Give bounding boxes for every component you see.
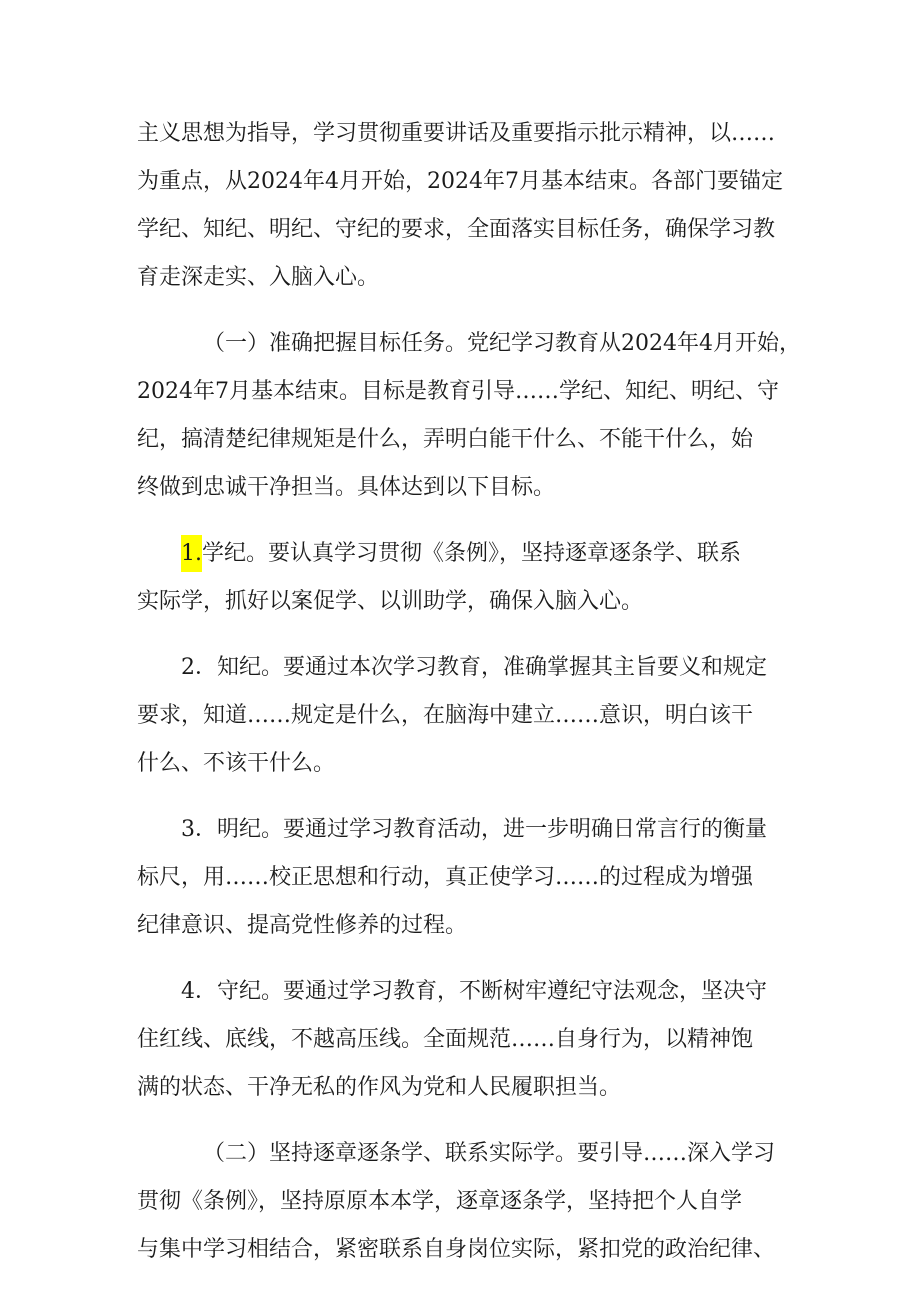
paragraph-line: 纪律意识、提高党性修养的过程。	[137, 913, 468, 938]
highlighted-item-number: 1.	[181, 535, 202, 572]
paragraph-line: 终做到忠诚干净担当。具体达到以下目标。	[137, 475, 556, 500]
paragraph-line: 主义思想为指导，学习贯彻重要讲话及重要指示批示精神，以……	[137, 121, 776, 146]
paragraph-line: 住红线、底线，不越高压线。全面规范……自身行为，以精神饱	[137, 1027, 754, 1052]
paragraph-line: 纪，搞清楚纪律规矩是什么，弄明白能干什么、不能干什么，始	[137, 427, 754, 452]
paragraph-line: 学纪、知纪、明纪、守纪的要求，全面落实目标任务，确保学习教	[137, 217, 776, 242]
list-item-3-line: 3．明纪。要通过学习教育活动，进一步明确日常言行的衡量	[181, 817, 767, 842]
paragraph-line: 与集中学习相结合，紧密联系自身岗位实际，紧扣党的政治纪律、	[137, 1237, 776, 1262]
list-item-1-text: 学纪。要认真学习贯彻《条例》，坚持逐章逐条学、联系	[202, 541, 742, 566]
paragraph-line: 贯彻《条例》，坚持原原本本学，逐章逐条学，坚持把个人自学	[137, 1189, 743, 1214]
paragraph-line: 要求，知道……规定是什么，在脑海中建立……意识，明白该干	[137, 703, 754, 728]
paragraph-line: 为重点，从2024年4月开始，2024年7月基本结束。各部门要锚定	[137, 169, 783, 194]
paragraph-line: 实际学，抓好以案促学、以训助学，确保入脑入心。	[137, 589, 644, 614]
list-item-4-line: 4．守纪。要通过学习教育，不断树牢遵纪守法观念，坚决守	[181, 979, 767, 1004]
list-item-2-line: 2．知纪。要通过本次学习教育，准确掌握其主旨要义和规定	[181, 655, 767, 680]
paragraph-line: 满的状态、干净无私的作风为党和人民履职担当。	[137, 1075, 622, 1100]
paragraph-line: 育走深走实、入脑入心。	[137, 265, 380, 290]
list-item-1-line	[137, 530, 797, 578]
paragraph-line: 标尺，用……校正思想和行动，真正使学习……的过程成为增强	[137, 865, 754, 890]
paragraph-line: 什么、不该干什么。	[137, 751, 336, 776]
paragraph-line: 2024年7月基本结束。目标是教育引导……学纪、知纪、明纪、守	[137, 379, 779, 404]
section-heading-line: （一）准确把握目标任务。党纪学习教育从2024年4月开始，	[203, 331, 801, 356]
section-heading-line: （二）坚持逐章逐条学、联系实际学。要引导……深入学习	[203, 1141, 776, 1166]
document-body	[137, 110, 801, 1274]
